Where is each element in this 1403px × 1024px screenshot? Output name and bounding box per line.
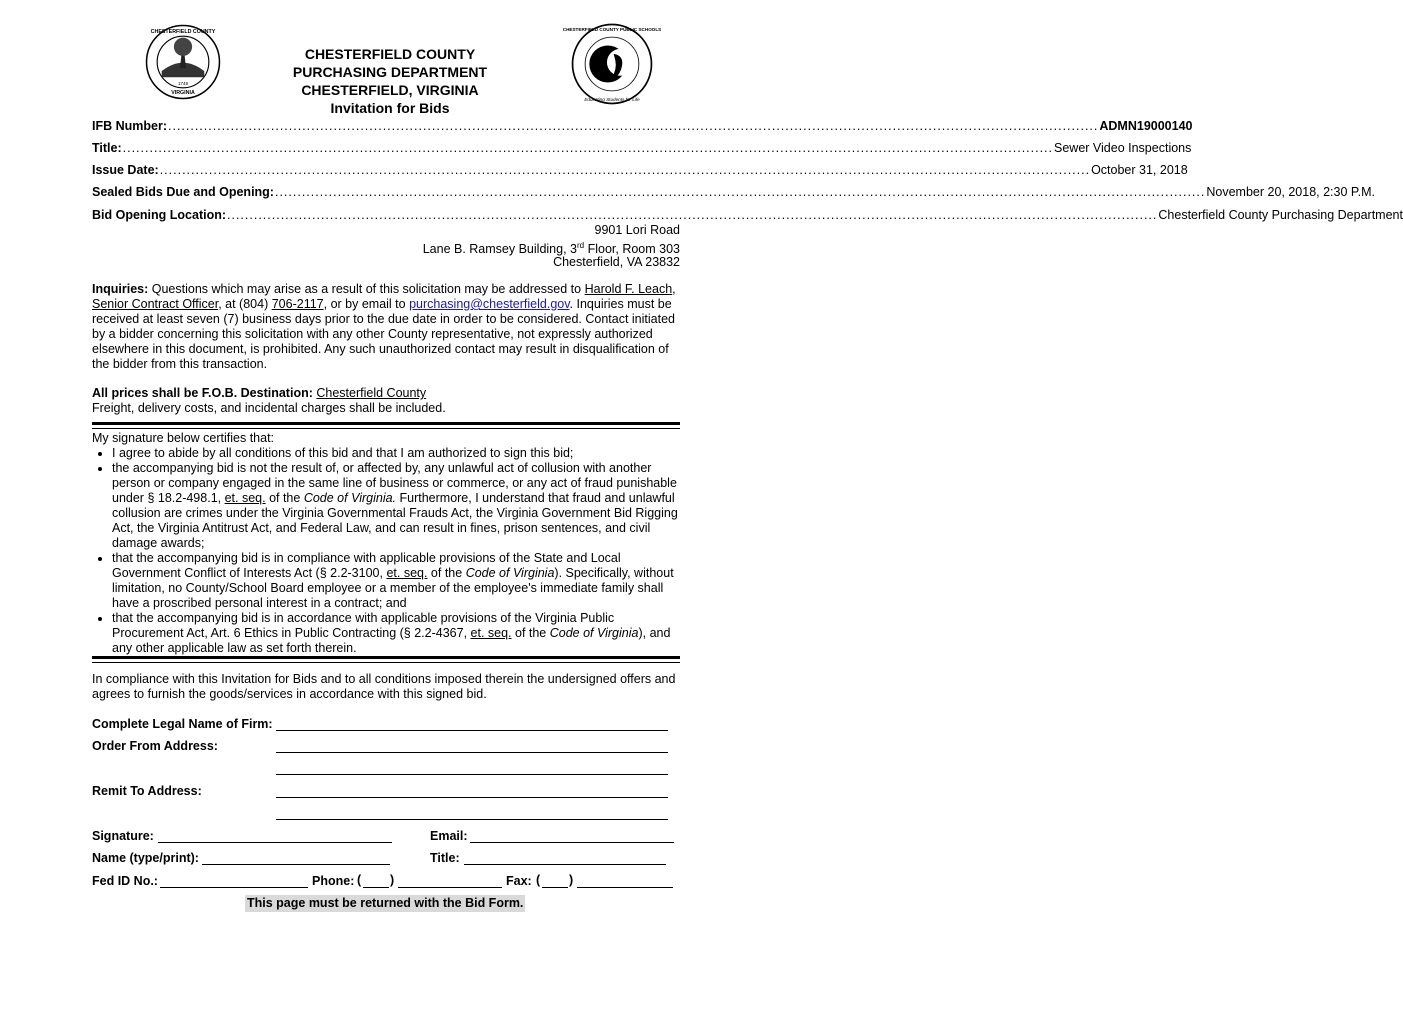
order-address-label: Order From Address: xyxy=(92,739,218,753)
dot-leader xyxy=(168,118,1098,134)
signature-field[interactable] xyxy=(158,842,392,843)
location-value: Chesterfield County Purchasing Department xyxy=(1158,208,1403,222)
contact-role: Senior Contract Officer xyxy=(92,297,219,311)
header-location: CHESTERFIELD, VIRGINIA xyxy=(301,82,479,98)
code-of-virginia: Code of Virginia. xyxy=(303,491,397,505)
fob-label: All prices shall be F.O.B. Destination: xyxy=(92,386,313,400)
cert-text: that the accompanying bid is in compliance with applicable provisions of the State and Local Government Conflict of Interests Act (§ 2.2-3100, xyxy=(112,551,621,580)
fob-value: Chesterfield County xyxy=(316,386,427,400)
location-label: Bid Opening Location: xyxy=(92,208,227,222)
issue-date-row xyxy=(92,162,1188,178)
et-seq: et. seq. xyxy=(386,566,428,580)
header-doc-type: Invitation for Bids xyxy=(330,100,450,116)
email-link[interactable]: purchasing@chesterfield.gov xyxy=(409,297,570,311)
cert-bullet-2 xyxy=(112,461,682,551)
cert-intro: My signature below certifies that: xyxy=(92,431,275,445)
address-line-2-a: Lane B. Ramsey Building, 3 xyxy=(422,242,577,257)
inquiries-text: , or by email to xyxy=(323,297,410,311)
cert-text: ). Specifically, without limitation, no County/School Board employee or a member of the employee's immediate family shall have a proscribed personal interest in a contract; and xyxy=(112,566,674,610)
certification-block xyxy=(92,431,682,656)
divider-bottom xyxy=(92,656,680,663)
contact-name: Harold F. Leach xyxy=(584,282,673,296)
dot-leader xyxy=(123,140,1053,156)
cert-text: I agree to abide by all conditions of this bid and that I am authorized to sign this bid; xyxy=(112,446,574,460)
document-header xyxy=(240,45,540,117)
due-date-value: November 20, 2018, 2:30 P.M. xyxy=(1206,185,1375,199)
fax-area-close: ) xyxy=(569,873,574,887)
fed-id-field[interactable] xyxy=(160,887,308,888)
header-county: CHESTERFIELD COUNTY xyxy=(304,46,476,62)
fed-id-label: Fed ID No.: xyxy=(92,874,158,888)
email-label: Email: xyxy=(430,829,468,843)
phone-area-field[interactable] xyxy=(363,887,389,888)
email-field[interactable] xyxy=(470,842,674,843)
cert-text: of the xyxy=(427,566,466,580)
inquiries-text: , xyxy=(672,282,676,296)
dot-leader xyxy=(275,184,1205,200)
cert-text: of the xyxy=(511,626,550,640)
code-of-virginia: Code of Virginia xyxy=(549,626,639,640)
signature-label: Signature: xyxy=(92,829,154,843)
name-label: Name (type/print): xyxy=(92,851,199,865)
phone-area-open: ( xyxy=(357,873,362,887)
cert-text: that the accompanying bid is in accordance with applicable provisions of the Virginia Public Procurement Act, Art. 6 Ethics in Public Contracting (§ 2.2-4367, xyxy=(112,611,615,640)
title-value: Sewer Video Inspections xyxy=(1054,141,1192,155)
issue-date-label: Issue Date: xyxy=(92,163,159,177)
cert-text: of the xyxy=(265,491,304,505)
phone-area-close: ) xyxy=(390,873,395,887)
title-field-label: Title: xyxy=(430,851,460,865)
header-department: PURCHASING DEPARTMENT xyxy=(292,64,488,80)
title-field[interactable] xyxy=(464,864,666,865)
fax-number-field[interactable] xyxy=(577,887,673,888)
phone-label: Phone: xyxy=(312,874,355,888)
cert-text: the accompanying bid is not the result of, or affected by, any unlawful act of collusion with another person or company engaged in the same line of business or commerce, or any act of fraud punishable under § 18.2-498.1, xyxy=(112,461,677,505)
cert-text: Furthermore, I understand that fraud and unlawful collusion are crimes under the Virginia Governmental Frauds Act, the Virginia Government Bid Rigging Act, the Virginia Antitrust Act, and Federal Law, and can result in fines, prison sentences, and civil damage awards; xyxy=(112,491,678,550)
fax-area-field[interactable] xyxy=(542,887,568,888)
fob-line2: Freight, delivery costs, and incidental charges shall be included. xyxy=(92,401,446,415)
remit-address-label: Remit To Address: xyxy=(92,784,202,798)
code-of-virginia: Code of Virginia xyxy=(465,566,555,580)
fax-area-open: ( xyxy=(536,873,541,887)
cert-bullet-1 xyxy=(112,446,682,461)
firm-name-label: Complete Legal Name of Firm: xyxy=(92,717,273,731)
due-date-row xyxy=(92,184,1375,200)
ifb-number-row xyxy=(92,118,1193,134)
county-seal-icon xyxy=(145,24,221,100)
seal-top-text: CHESTERFIELD COUNTY xyxy=(150,29,216,36)
cert-bullet-4 xyxy=(112,611,682,656)
cert-bullet-3 xyxy=(112,551,682,611)
dot-leader xyxy=(160,162,1090,178)
name-field[interactable] xyxy=(202,864,390,865)
address-line-2-sup: rd xyxy=(576,241,585,250)
return-notice: This page must be returned with the Bid Form. xyxy=(247,896,524,910)
due-date-label: Sealed Bids Due and Opening: xyxy=(92,185,274,199)
address-line-2-b: Floor, Room 303 xyxy=(584,242,680,257)
title-row xyxy=(92,140,1192,156)
order-address-field-1[interactable] xyxy=(276,752,668,753)
schools-seal-bottom-text: Educating Students for Life xyxy=(584,96,640,102)
inquiries-label: Inquiries: xyxy=(92,282,149,296)
phone-number-field[interactable] xyxy=(398,887,502,888)
inquiries-text: . Inquiries must be received at least seven (7) business days prior to the due date in order to be considered. Contact initiated by a bidder concerning this solicitation with any other County representative, not expressly authorized elsewhere in this document, is prohibited. Any such unauthorized contact may result in disqualification of the bidder from this transaction. xyxy=(92,297,675,371)
dot-leader xyxy=(227,207,1157,223)
address-line-3: Chesterfield, VA 23832 xyxy=(553,255,680,269)
schools-seal-top-text: CHESTERFIELD COUNTY PUBLIC SCHOOLS xyxy=(562,27,662,33)
seal-year-text: 1749 xyxy=(177,80,189,86)
remit-address-field-1[interactable] xyxy=(276,797,668,798)
divider-top xyxy=(92,422,680,429)
inquiries-paragraph xyxy=(92,282,680,372)
inquiries-text: Questions which may arise as a result of this solicitation may be addressed to xyxy=(148,282,585,296)
contact-phone: 706-2117 xyxy=(271,297,324,311)
et-seq: et. seq. xyxy=(470,626,512,640)
title-label: Title: xyxy=(92,141,122,155)
issue-date-value: October 31, 2018 xyxy=(1091,163,1188,177)
remit-address-field-2[interactable] xyxy=(276,819,668,820)
fob-block xyxy=(92,386,680,416)
ifb-number-value: ADMN19000140 xyxy=(1099,119,1193,133)
inquiries-text: , at (804) xyxy=(218,297,272,311)
schools-seal-icon xyxy=(562,22,662,106)
firm-name-field[interactable] xyxy=(276,730,668,731)
location-row xyxy=(92,207,1403,223)
seal-bottom-text: VIRGINIA xyxy=(171,89,195,96)
fax-label: Fax: xyxy=(506,874,532,888)
address-line-1: 9901 Lori Road xyxy=(594,223,680,237)
ifb-number-label: IFB Number: xyxy=(92,119,167,133)
et-seq: et. seq. xyxy=(224,491,266,505)
cert-text: ), and any other applicable law as set forth therein. xyxy=(112,626,671,655)
compliance-paragraph: In compliance with this Invitation for Bids and to all conditions imposed therein the undersigned offers and agrees to furnish the goods/services in accordance with this signed bid. xyxy=(92,672,676,701)
order-address-field-2[interactable] xyxy=(276,774,668,775)
